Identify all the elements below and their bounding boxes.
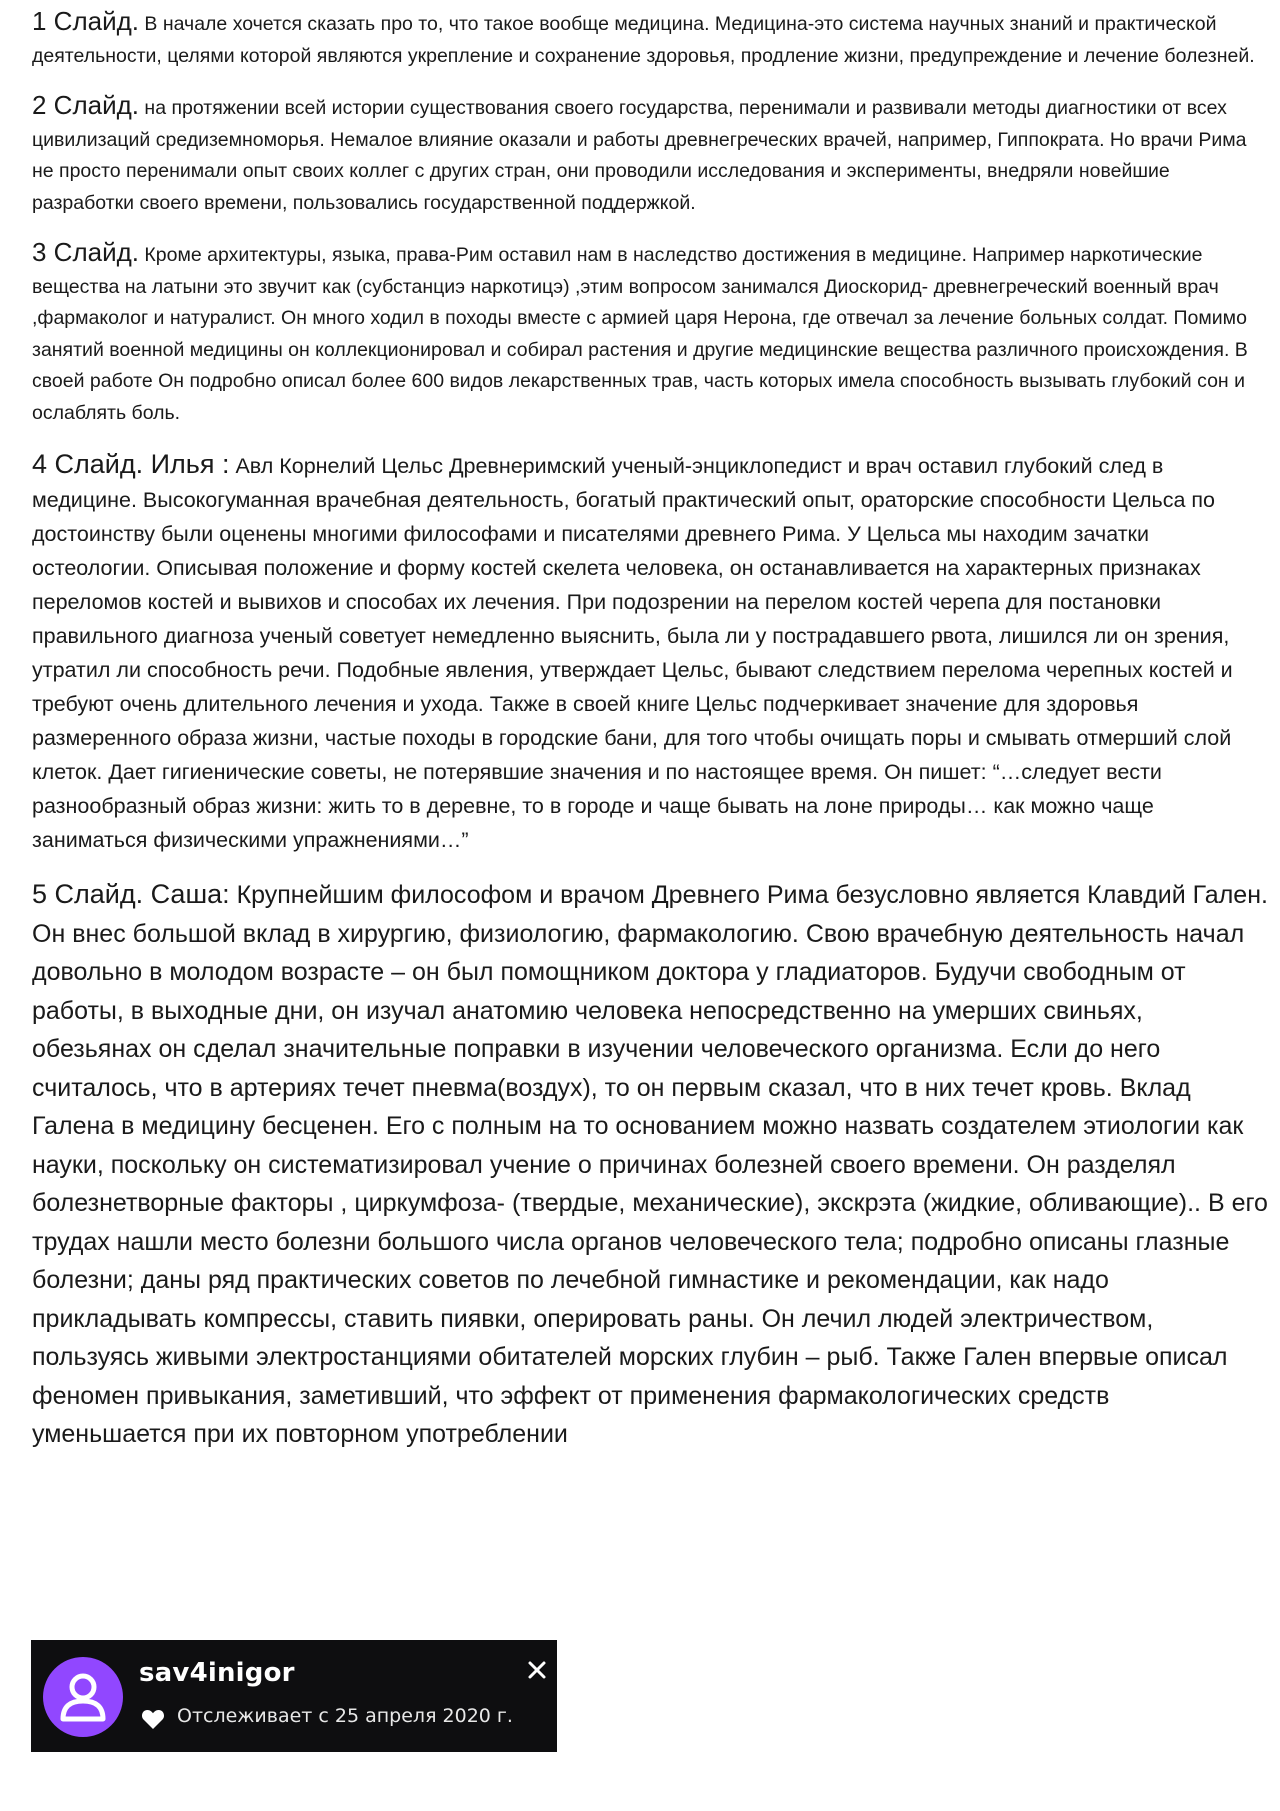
paragraph-text: Авл Корнелий Цельс Древнеримский ученый-энциклопедист и врач оставил глубокий след в медицине. Высокогуманная врачебная деятельность, богатый практический опыт, ораторские способности Цельса по достоинству были оценены многими философами и писателями древнего Рима. У Цельса мы находим зачатки остеологии. Описывая положение и форму костей скелета человека, он останавливается на характерных признаках переломов костей и вывихов и способах их лечения. При подозрении на перелом костей черепа для постановки правильного диагноза ученый советует немедленно выяснить, была ли у пострадавшего рвота, лишился ли он зрения, утратил ли способность речи. Подобные явления, утверждает Цельс, бывают следствием перелома черепных костей и требуют очень длительного лечения и ухода. Также в своей книге Цельс подчеркивает значение для здоровья размеренного образа жизни, частые походы в городские бани, для того чтобы очищать поры и смывать отмерший слой клеток. Дает гигиенические советы, не потерявшие значения и по настоящее время. Он пишет: “…следует вести разнообразный образ жизни: жить то в деревне, то в городе и чаще бывать на лоне природы… как можно чаще заниматься физическими упражнениями…” — [32, 454, 1233, 852]
avatar[interactable] — [43, 1657, 123, 1737]
paragraph-heading: 4 Слайд. Илья : — [32, 449, 230, 479]
paragraph-heading: 5 Слайд. Саша: — [32, 879, 230, 909]
username[interactable]: sav4inigor — [139, 1658, 295, 1688]
heart-icon — [141, 1708, 165, 1730]
follow-since-text: Отслеживает с 25 апреля 2020 г. — [177, 1705, 513, 1727]
paragraph-slide-1 — [32, 6, 1268, 72]
paragraph-slide-2 — [32, 90, 1268, 219]
paragraph-text: Крупнейшим философом и врачом Древнего Рима безусловно является Клавдий Гален. Он внес большой вклад в хирургию, физиологию, фармакологию. Свою врачебную деятельность начал довольно в молодом возрасте – он был помощником доктора у гладиаторов. Будучи свободным от работы, в выходные дни, он изучал анатомию человека непосредственно на умерших свиньях, обезьянах он сделал значительные поправки в изучении человеческого организма. Если до него считалось, что в артериях течет пневма(воздух), то он первым сказал, что в них течет кровь. Вклад Галена в медицину бесценен. Его с полным на то основанием можно назвать создателем этиологии как науки, поскольку он систематизировал учение о причинах болезней своего времени. Он разделял болезнетворные факторы , циркумфоза- (твердые, механические), экскрэта (жидкие, обливающие).. В его трудах нашли место болезни большого числа органов человеческого тела; подробно описаны глазные болезни; даны ряд практических советов по лечебной гимнастике и рекомендации, как надо прикладывать компрессы, ставить пиявки, оперировать раны. Он лечил людей электричеством, пользуясь живыми электростанциями обитателей морских глубин – рыб. Также Гален впервые описал феномен привыкания, заметивший, что эффект от применения фармакологических средств уменьшается при их повторном употреблении — [32, 881, 1268, 1448]
close-icon[interactable] — [527, 1660, 547, 1680]
paragraph-text: Кроме архитектуры, языка, права-Рим оставил нам в наследство достижения в медицине. Например наркотические вещества на латыни это звучит как (субстанциэ наркотицэ) ,этим вопросом занимался Диоскорид- древнегреческий военный врач ,фармаколог и натуралист. Он много ходил в походы вместе с армией царя Нерона, где отвечал за лечение больных солдат. Помимо занятий военной медицины он коллекционировал и собирал растения и другие медицинские вещества различного происхождения. В своей работе Он подробно описал более 600 видов лекарственных трав, часть которых имела способность вызывать глубокий сон и ослаблять боль. — [32, 244, 1248, 424]
user-icon — [43, 1657, 123, 1737]
paragraph-slide-5 — [32, 875, 1268, 1454]
paragraph-text: В начале хочется сказать про то, что такое вообще медицина. Медицина-это система научных знаний и практической деятельности, целями которой являются укрепление и сохранение здоровья, продление жизни, предупреждение и лечение болезней. — [32, 13, 1255, 67]
paragraph-heading: 3 Слайд. — [32, 237, 140, 267]
paragraph-text: на протяжении всей истории существования своего государства, перенимали и развивали методы диагностики от всех цивилизаций средиземноморья. Немалое влияние оказали и работы древнегреческих врачей, например, Гиппократа. Но врачи Рима не просто перенимали опыт своих коллег с других стран, они проводили исследования и эксперименты, внедряли новейшие разработки своего времени, пользовались государственной поддержкой. — [32, 97, 1247, 214]
paragraph-slide-3 — [32, 237, 1268, 429]
document-body — [32, 6, 1268, 1472]
paragraph-heading: 2 Слайд. — [32, 90, 140, 120]
paragraph-slide-4 — [32, 447, 1268, 857]
paragraph-heading: 1 Слайд. — [32, 6, 140, 36]
follow-notification — [31, 1640, 557, 1752]
